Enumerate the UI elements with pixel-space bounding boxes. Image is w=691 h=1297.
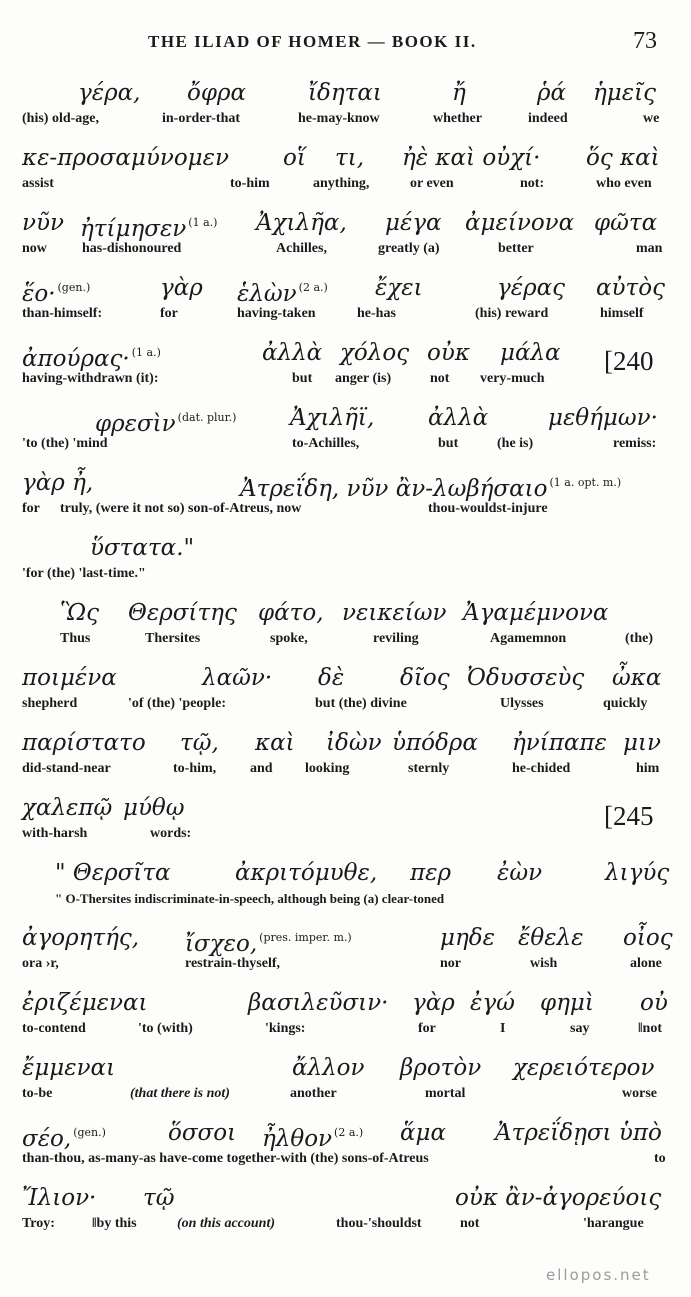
greek-word: Θερσίτης <box>128 600 237 626</box>
greek-word: γέρα, <box>78 80 141 106</box>
english-gloss: to-contend <box>22 1021 86 1036</box>
greek-word: ἑλὼν $^{(2 a.)}$ <box>237 281 328 307</box>
english-gloss: man <box>636 241 663 256</box>
greek-word: Ἀχιλῆα, <box>256 210 347 236</box>
english-gloss: him <box>636 761 660 776</box>
greek-word: γὰρ ἦ, <box>22 470 94 496</box>
greek-word: ἔθελε <box>518 925 584 951</box>
english-gloss: he-may-know <box>298 111 380 126</box>
english-gloss: himself <box>600 306 644 321</box>
english-gloss: to-him <box>230 176 270 191</box>
greek-word: μηδε <box>440 925 495 951</box>
english-gloss: for <box>418 1021 436 1036</box>
english-gloss: shepherd <box>22 696 78 711</box>
english-gloss: very-much <box>480 371 545 386</box>
greek-word: Ἀτρεΐδῃσι ὑπὸ <box>495 1120 662 1146</box>
english-gloss: (on this account) <box>177 1216 276 1231</box>
greek-word: ποιμένα <box>22 665 117 691</box>
greek-word: γὰρ <box>160 275 203 301</box>
greek-word: λιγύς <box>605 860 670 886</box>
greek-word: τῷ <box>143 1185 175 1211</box>
english-gloss: (his) old-age, <box>22 111 99 126</box>
greek-word: ἀγορητής, <box>22 925 140 951</box>
greek-word: ἐγώ <box>470 990 515 1016</box>
interlinear-line <box>0 858 691 918</box>
greek-word: φάτο, <box>258 600 324 626</box>
english-gloss: " O-Thersites indiscriminate-in-speech, although being (a) clear-toned <box>55 891 445 906</box>
english-gloss: but <box>438 436 459 451</box>
greek-word: ἐριζέμεναι <box>22 990 148 1016</box>
english-gloss: I <box>500 1021 506 1036</box>
greek-word: ὑπόδρα <box>392 730 478 756</box>
english-gloss: (his) reward <box>475 306 549 321</box>
greek-word: ἀμείνονα <box>465 210 575 236</box>
english-gloss: (he is) <box>497 436 534 451</box>
grammar-note: (pres. imper. m.) <box>259 931 352 944</box>
greek-word: ἀλλὰ <box>428 405 489 431</box>
english-gloss: not: <box>520 176 545 191</box>
greek-word: σέο, $^{(gen.)}$ <box>22 1126 106 1152</box>
greek-word: ἕο· $^{(gen.)}$ <box>22 281 91 307</box>
interlinear-line <box>0 338 691 398</box>
english-gloss: Agamemnon <box>490 631 567 646</box>
interlinear-line <box>0 1118 691 1178</box>
english-gloss: 'kings: <box>265 1021 306 1036</box>
english-gloss: anger (is) <box>335 371 392 386</box>
greek-word: γέρας <box>497 275 566 301</box>
english-gloss: worse <box>622 1086 657 1101</box>
english-gloss: Achilles, <box>276 241 327 256</box>
greek-word: παρίστατο <box>22 730 146 756</box>
english-gloss: 'for (the) 'last-time." <box>22 566 146 581</box>
greek-word: ἔχει <box>375 275 423 301</box>
interlinear-line <box>0 988 691 1048</box>
greek-word: φημὶ <box>540 990 594 1016</box>
greek-word: μεθήμων· <box>548 405 658 431</box>
english-gloss: he-has <box>357 306 396 321</box>
greek-word: δῖος <box>400 665 450 691</box>
greek-word: ἤ <box>452 80 466 106</box>
greek-word: Ὣς <box>60 600 100 626</box>
english-gloss: better <box>498 241 534 256</box>
english-gloss: ‖not <box>638 1021 662 1036</box>
english-gloss: now <box>22 241 47 256</box>
english-gloss: 'harangue <box>583 1216 644 1231</box>
greek-word: Ἀγαμέμνονα <box>463 600 609 626</box>
greek-word: φῶτα <box>594 210 658 236</box>
greek-word: οἶος <box>623 925 673 951</box>
running-header <box>0 30 691 60</box>
english-gloss: but <box>292 371 313 386</box>
greek-word: καὶ <box>255 730 295 756</box>
grammar-note: (gen.) <box>57 281 91 294</box>
english-gloss: greatly (a) <box>378 241 440 256</box>
grammar-note: (gen.) <box>73 1126 106 1139</box>
english-gloss: ora ›r, <box>22 956 59 971</box>
english-gloss: who even <box>596 176 652 191</box>
english-gloss: spoke, <box>270 631 308 646</box>
english-gloss: anything, <box>313 176 370 191</box>
page-number: 73 <box>633 28 657 54</box>
interlinear-line <box>0 403 691 463</box>
greek-word: ὄφρα <box>187 80 247 106</box>
english-gloss: truly, (were it not so) son-of-Atreus, now <box>60 501 302 516</box>
greek-word: οὐ <box>640 990 668 1016</box>
english-gloss: for <box>160 306 178 321</box>
greek-word: λαῶν· <box>202 665 273 691</box>
greek-word: ἦλθον $^{(2 a.)}$ <box>262 1126 364 1152</box>
greek-word: μέγα <box>385 210 442 236</box>
greek-word: ἐὼν <box>497 860 543 886</box>
interlinear-line <box>0 533 691 593</box>
greek-word: βροτὸν <box>400 1055 482 1081</box>
english-gloss: not <box>430 371 450 386</box>
english-gloss: to-Achilles, <box>292 436 360 451</box>
greek-word: νῦν <box>22 210 64 236</box>
greek-word: ἴσχεο, $^{(pres. imper. m.)}$ <box>185 931 352 957</box>
interlinear-line <box>0 208 691 268</box>
interlinear-line <box>0 1183 691 1243</box>
watermark: ellopos.net <box>546 1266 651 1284</box>
greek-word: ἀπούρας· $^{(1 a.)}$ <box>22 346 161 372</box>
line-number-marker: [245 <box>604 801 654 831</box>
english-gloss: assist <box>22 176 54 191</box>
english-gloss: say <box>570 1021 590 1036</box>
greek-word: ὅσσοι <box>168 1120 237 1146</box>
greek-word: ἄλλον <box>292 1055 365 1081</box>
english-gloss: did-stand-near <box>22 761 111 776</box>
english-gloss: whether <box>433 111 482 126</box>
greek-word: Ἀχιλῆϊ, <box>290 405 375 431</box>
greek-word: ἀκριτόμυθε, <box>235 860 378 886</box>
english-gloss: and <box>250 761 273 776</box>
english-gloss: he-chided <box>512 761 571 776</box>
english-gloss: Thersites <box>145 631 201 646</box>
greek-word: ἅμα <box>400 1120 447 1146</box>
greek-word: Ἀτρεΐδη, νῦν ἂν-λωβήσαιο $^{(1 a. opt. m.)}$ <box>240 476 622 502</box>
greek-word: ἠὲ καὶ οὐχί· <box>402 145 541 171</box>
english-gloss: 'to (the) 'mind <box>22 436 108 451</box>
interlinear-line <box>0 728 691 788</box>
english-gloss: ‖by this <box>92 1216 137 1231</box>
english-gloss: wish <box>530 956 558 971</box>
english-gloss: (the) <box>625 631 653 646</box>
english-gloss: not <box>460 1216 480 1231</box>
grammar-note: (2 a.) <box>298 281 328 294</box>
greek-word: οὐκ ἂν-ἀγορεύοις <box>455 1185 662 1211</box>
english-gloss: for <box>22 501 40 516</box>
english-gloss: indeed <box>528 111 568 126</box>
greek-word: ἔμμεναι <box>22 1055 116 1081</box>
greek-word: ἡμεῖς <box>593 80 656 106</box>
interlinear-line <box>0 78 691 138</box>
greek-word: " Θερσῖτα <box>55 860 171 886</box>
grammar-note: (1 a.) <box>131 346 161 359</box>
greek-word: ἴδηται <box>308 80 382 106</box>
english-gloss: words: <box>150 826 192 841</box>
english-gloss: in-order-that <box>162 111 241 126</box>
english-gloss: has-dishonoured <box>82 241 182 256</box>
english-gloss: having-withdrawn (it): <box>22 371 159 386</box>
english-gloss: Thus <box>60 631 91 646</box>
english-gloss: thou-wouldst-injure <box>428 501 548 516</box>
english-gloss: alone <box>630 956 662 971</box>
english-gloss: mortal <box>425 1086 466 1101</box>
greek-word: τῷ, <box>180 730 219 756</box>
english-gloss: to-him, <box>173 761 217 776</box>
english-gloss: quickly <box>603 696 648 711</box>
english-gloss: Troy: <box>22 1216 55 1231</box>
english-gloss: we <box>643 111 660 126</box>
interlinear-line <box>0 663 691 723</box>
interlinear-line <box>0 1053 691 1113</box>
english-gloss: to <box>654 1151 666 1166</box>
english-gloss: reviling <box>373 631 419 646</box>
running-title: THE ILIAD OF HOMER — BOOK II. <box>148 32 477 51</box>
english-gloss: than-himself: <box>22 306 103 321</box>
greek-word: χαλεπῷ <box>22 795 113 821</box>
interlinear-line <box>0 793 691 853</box>
grammar-note: (dat. plur.) <box>177 411 237 424</box>
greek-word: κε-προσαμύνομεν <box>22 145 229 171</box>
english-gloss: remiss: <box>613 436 657 451</box>
english-gloss: (that there is not) <box>130 1086 230 1101</box>
greek-word: ὦκα <box>612 665 662 691</box>
interlinear-line <box>0 598 691 658</box>
greek-word: ἠνίπαπε <box>512 730 607 756</box>
english-gloss: 'of (the) 'people: <box>128 696 226 711</box>
english-gloss: but (the) divine <box>315 696 407 711</box>
english-gloss: thou-'shouldst <box>336 1216 422 1231</box>
interlinear-line <box>0 143 691 203</box>
greek-word: νεικείων <box>342 600 447 626</box>
greek-word: δὲ <box>318 665 345 691</box>
greek-word: φρεσὶν $^{(dat. plur.)}$ <box>95 411 237 437</box>
greek-word: ἰδὼν <box>326 730 382 756</box>
english-gloss: with-harsh <box>22 826 88 841</box>
grammar-note: (2 a.) <box>334 1126 364 1139</box>
interlinear-line <box>0 468 691 528</box>
english-gloss: than-thou, as-many-as have-come together-with (the) sons-of-Atreus <box>22 1151 429 1166</box>
greek-word: γὰρ <box>412 990 455 1016</box>
interlinear-line <box>0 273 691 333</box>
greek-word: αὐτὸς <box>596 275 665 301</box>
english-gloss: or even <box>410 176 454 191</box>
greek-word: Ὀδυσσεὺς <box>467 665 585 691</box>
greek-word: τι, <box>335 145 365 171</box>
greek-word: μιν <box>623 730 661 756</box>
english-gloss: sternly <box>408 761 450 776</box>
english-gloss: having-taken <box>237 306 316 321</box>
greek-word: οὐκ <box>427 340 470 366</box>
greek-word: μύθῳ <box>123 795 185 821</box>
english-gloss: to-be <box>22 1086 53 1101</box>
greek-word: ῥά <box>537 80 567 106</box>
english-gloss: looking <box>305 761 350 776</box>
greek-word: μάλα <box>500 340 561 366</box>
english-gloss: another <box>290 1086 337 1101</box>
line-number-marker: [240 <box>604 346 654 376</box>
english-gloss: Ulysses <box>500 696 544 711</box>
english-gloss: nor <box>440 956 461 971</box>
english-gloss: 'to (with) <box>138 1021 193 1036</box>
greek-word: ἀλλὰ <box>262 340 323 366</box>
greek-word: ἠτίμησεν $^{(1 a.)}$ <box>80 216 218 242</box>
grammar-note: (1 a.) <box>188 216 218 229</box>
greek-word: χόλος <box>340 340 410 366</box>
greek-word: οἵ <box>283 145 306 171</box>
interlinear-line <box>0 923 691 983</box>
grammar-note: (1 a. opt. m.) <box>549 476 622 489</box>
greek-word: ὅς καὶ <box>586 145 660 171</box>
greek-word: Ἴλιον· <box>22 1185 97 1211</box>
english-gloss: restrain-thyself, <box>185 956 280 971</box>
greek-word: βασιλεῦσιν· <box>248 990 389 1016</box>
greek-word: περ <box>410 860 451 886</box>
greek-word: ὕστατα." <box>90 535 195 561</box>
greek-word: χερειότερον <box>513 1055 655 1081</box>
